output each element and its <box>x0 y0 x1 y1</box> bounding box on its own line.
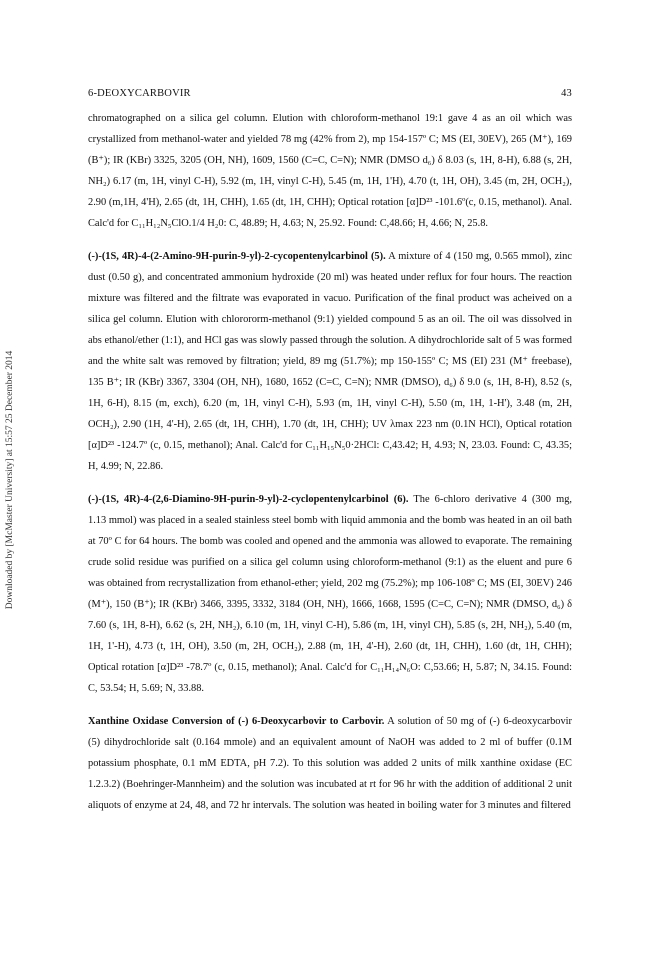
article-body <box>88 108 572 816</box>
paragraph-text: A mixture of 4 (150 mg, 0.565 mmol), zinc dust (0.50 g), and concentrated ammonium hydroxide (20 ml) was heated under reflux for four hours. The reaction mixture was filtered and the filtrate was evaporated in vacuo. Purification of the final product was acheived on a silica gel column. Elution with chlorororm-methanol (9:1) yielded compound 5 as an oil. The oil was dissolved in abs ethanol/ether (1:1), and HCl gas was slowly passed through the solution. A dihydrochloride salt of 5 was formed and the white salt was removed by filtration; yield, 89 mg (51.7%); mp 150-155º C; MS (EI) 231 (M⁺ freebase), 135 B⁺; IR (KBr) 3367, 3304 (OH, NH), 1680, 1652 (C=C, C=N); NMR (DMSO), d₆) δ 9.0 (s, 1H, 8-H), 8.52 (s, 1H, 6-H), 8.15 (m, exch), 6.20 (m, 1H, vinyl C-H), 5.93 (m, 1H, vinyl C-H), 5.50 (m, 1H, 1-H'), 3.48 (m, 2H, OCH₂), 2.90 (1H, 4'-H), 2.65 (dt, 1H, CHH), 1.70 (dt, 1H, CHH); UV λmax 223 nm (0.1N HCl), Optical rotation [α]D²³ -124.7º (c, 0.15, methanol); Anal. Calc'd for C₁₁H₁₅N₅0·2HCl: C,43.42; H, 4.93; N, 23.03. Found: C, 43.35; H, 4.99; N, 22.86. <box>88 251 572 472</box>
paragraph-heading: Xanthine Oxidase Conversion of (-) 6-Deoxycarbovir to Carbovir. <box>88 716 385 727</box>
paragraph-heading: (-)-(1S, 4R)-4-(2,6-Diamino-9H-purin-9-yl)-2-cyclopentenylcarbinol (6). <box>88 494 409 505</box>
paragraph-xanthine-oxidase <box>88 711 572 816</box>
paragraph-continuation <box>88 108 572 234</box>
paragraph-compound-5 <box>88 246 572 477</box>
paragraph-text: A solution of 50 mg of (-) 6-deoxycarbovir (5) dihydrochloride salt (0.164 mmole) and an equivalent amount of NaOH was added to 2 ml of buffer (0.1M potassium phosphate, 0.1 mM EDTA, pH 7.2). To this solution was added 2 units of milk xanthine oxidase (EC 1.2.3.2) (Boehringer-Mannheim) and the solution was incubated at rt for 96 hr with the addition of additional 2 unit aliquots of enzyme at 24, 48, and 72 hr intervals. The solution was heated in boiling water for 3 minutes and filtered <box>88 716 573 811</box>
paragraph-text: The 6-chloro derivative 4 (300 mg, 1.13 mmol) was placed in a sealed stainless steel bomb with liquid ammonia and the bomb was heated in an oil bath at 70º C for 64 hours. The bomb was cooled and opened and the ammonia was allowed to evaporate. The remaining crude solid residue was purified on a silica gel column using chloroform-methanol (9:1) as the eluent and pure 6 was obtained from recrystallization from ethanol-ether; yield, 202 mg (75.2%); mp 106-108º C; MS (EI, 30EV) 246 (M⁺), 150 (B⁺); IR (KBr) 3466, 3395, 3332, 3184 (OH, NH), 1666, 1668, 1595 (C=C, C=N); NMR (DMSO, d₆) δ 7.60 (s, 1H, 8-H), 6.62 (s, 2H, NH₂), 6.10 (m, 1H, vinyl C-H), 5.86 (m, 1H, vinyl CH), 5.85 (s, 2H, NH₂), 5.40 (m, 1H, 1'-H), 4.73 (t, 1H, OH), 3.50 (m, 2H, OCH₂), 2.88 (m, 1H, 4'-H), 2.60 (dt, 1H, CHH), 1.60 (dt, 1H, CHH); Optical rotation [α]D²³ -78.7º (c, 0.15, methanol); Anal. Calc'd for C₁₁H₁₄N₆O: C,53.66; H, 5.87; N, 34.15. Found: C, 53.54; H, 5.69; N, 33.88. <box>88 494 572 694</box>
download-note: Downloaded by [McMaster University] at 15:57 25 December 2014 <box>5 350 15 610</box>
paragraph-text: chromatographed on a silica gel column. Elution with chloroform-methanol 19:1 gave 4 as an oil which was crystallized from methanol-water and yielded 78 mg (42% from 2), mp 154-157º C; MS (EI, 30EV), 265 (M⁺), 169 (B⁺); IR (KBr) 3325, 3205 (OH, NH), 1609, 1560 (C=C, C=N); NMR (DMSO d₆) δ 8.03 (s, 1H, 8-H), 6.88 (s, 2H, NH₂) 6.17 (m, 1H, vinyl C-H), 5.92 (m, 1H, vinyl C-H), 5.45 (m, 1H, 1'H), 4.70 (t, 1H, OH), 3.45 (m, 2H, OCH₂), 2.90 (m,1H, 4'H), 2.65 (dt, 1H, CHH), 1.65 (dt, 1H, CHH); Optical rotation [α]D²³ -101.6º(c, 0.15, methanol). Anal. Calc'd for C₁₁H₁₂N₅ClO.1/4 H₂0: C, 48.89; H, 4.63; N, 25.92. Found: C,48.66; H, 4.66; N, 25.8. <box>88 113 573 229</box>
download-watermark <box>2 240 18 720</box>
paragraph-heading: (-)-(1S, 4R)-4-(2-Amino-9H-purin-9-yl)-2-cycopentenylcarbinol (5). <box>88 251 386 262</box>
paragraph-compound-6 <box>88 489 572 699</box>
running-title: 6-DEOXYCARBOVIR <box>88 88 191 99</box>
page-number: 43 <box>561 88 572 99</box>
